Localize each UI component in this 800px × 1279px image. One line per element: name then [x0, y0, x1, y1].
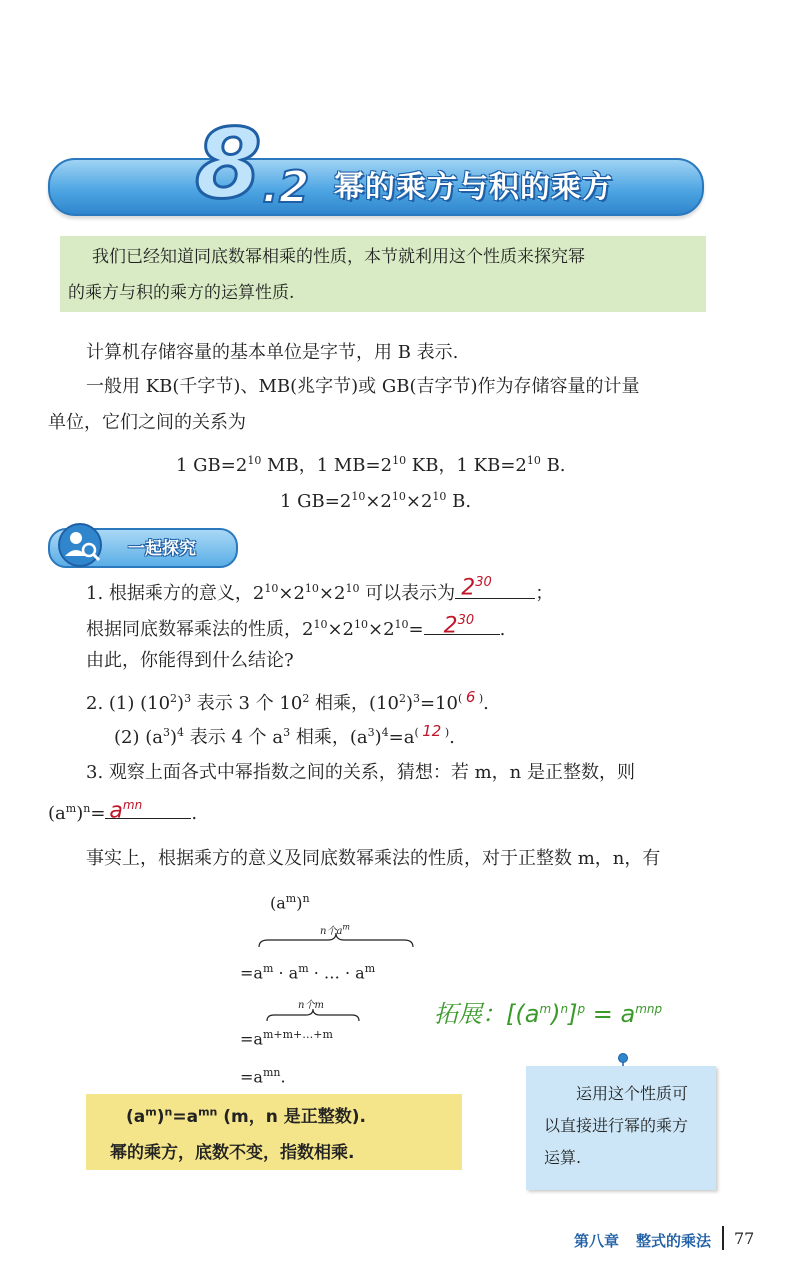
section-title: 幂的乘方与积的乘方 [334, 170, 613, 205]
derivation-line-2: $=a^{m+m+\dots+m}$ [240, 1028, 333, 1049]
answer-blank-3[interactable]: $a^{mn}$ [105, 798, 191, 819]
footer-chapter: 第八章 [574, 1232, 620, 1250]
explore-title: 一起探究 [128, 539, 196, 559]
intro-line-1: 我们已经知道同底数幂相乘的性质，本节就利用这个性质来探究幂 [92, 247, 585, 267]
note-line-2: 以直接进行幂的乘方 [544, 1116, 689, 1135]
answer-blank-1[interactable]: $2^{30}$ [455, 578, 535, 599]
answer-blank-2[interactable]: $2^{30}$ [424, 614, 500, 635]
footer-chapter-title: 整式的乘法 [636, 1232, 712, 1250]
rule-box [86, 1094, 462, 1170]
question-1b: 根据同底数幂乘法的性质，$2^{10}\times 2^{10}\times 2^{10}=$ $2^{30}$ . [86, 613, 506, 640]
derivation-intro: 事实上，根据乘方的意义及同底数幂乘法的性质，对于正整数 m，n，有 [86, 848, 661, 869]
derivation-line-1: $=a^m \cdot a^m$ · … · $a^m$ [240, 962, 376, 983]
note-line-1: 运用这个性质可 [576, 1084, 689, 1103]
question-3b: $(a^m)^n=$ $a^{mn}$ . [48, 798, 198, 824]
brace-label-1: n个$a^m$ [320, 922, 350, 937]
paragraph-2: 一般用 KB(千字节)、MB(兆字节)或 GB(吉字节)作为存储容量的计量 [86, 376, 640, 397]
handwritten-extension: 拓展：$[(a^m)^n]^p = a^{mnp}$ [434, 1000, 663, 1028]
paragraph-1: 计算机存储容量的基本单位是字节，用 B 表示. [86, 342, 459, 363]
note-line-3: 运算. [544, 1148, 582, 1167]
intro-box [60, 236, 706, 312]
page-number: 77 [734, 1229, 755, 1248]
explore-icon [56, 522, 106, 568]
intro-line-2: 的乘方与积的乘方的运算性质. [68, 283, 295, 303]
formula-units: 1 $GB=2^{10}$ MB，1 $MB=2^{10}$ KB，1 $KB=2^{10}$ B. [176, 454, 566, 476]
question-1a: 1. 根据乘方的意义，$2^{10}\times 2^{10}\times 2^{10}$ 可以表示为 $2^{30}$ ； [86, 575, 554, 604]
rule-line-1: $(a^m)^n=a^{mn}$ (m，n 是正整数). [126, 1105, 367, 1127]
question-2b: (2) $(a^3)^4$ 表示 4 个 $a^3$ 相乘，$(a^3)^4=a^{( 12 )}$. [114, 722, 455, 748]
section-number: 8 [195, 108, 262, 220]
footer-divider [722, 1226, 724, 1250]
tip-note [526, 1066, 716, 1190]
answer-2b: 12 [422, 722, 442, 740]
derivation-line-0: $(a^m)^n$ [270, 892, 310, 913]
brace-2 [266, 1008, 360, 1022]
question-1c: 由此，你能得到什么结论? [86, 650, 294, 671]
question-3a: 3. 观察上面各式中幂指数之间的关系，猜想：若 m，n 是正整数，则 [86, 762, 635, 783]
derivation-line-3: $=a^{mn}$. [240, 1066, 286, 1087]
answer-2a: 6 [465, 688, 476, 706]
section-subnumber: .2 [262, 162, 310, 213]
formula-gb-bytes: 1 $GB=2^{10}\times 2^{10}\times 2^{10}$ B. [280, 490, 472, 512]
brace-label-2: n个m [298, 1000, 324, 1011]
paragraph-3: 单位，它们之间的关系为 [48, 412, 246, 433]
rule-line-2: 幂的乘方，底数不变，指数相乘. [110, 1143, 355, 1163]
brace-1 [258, 932, 414, 948]
question-2a: 2. (1) $(10^2)^3$ 表示 3 个 $10^2$ 相乘，$(10^2)^3=10^{( 6 )}$. [86, 688, 489, 714]
